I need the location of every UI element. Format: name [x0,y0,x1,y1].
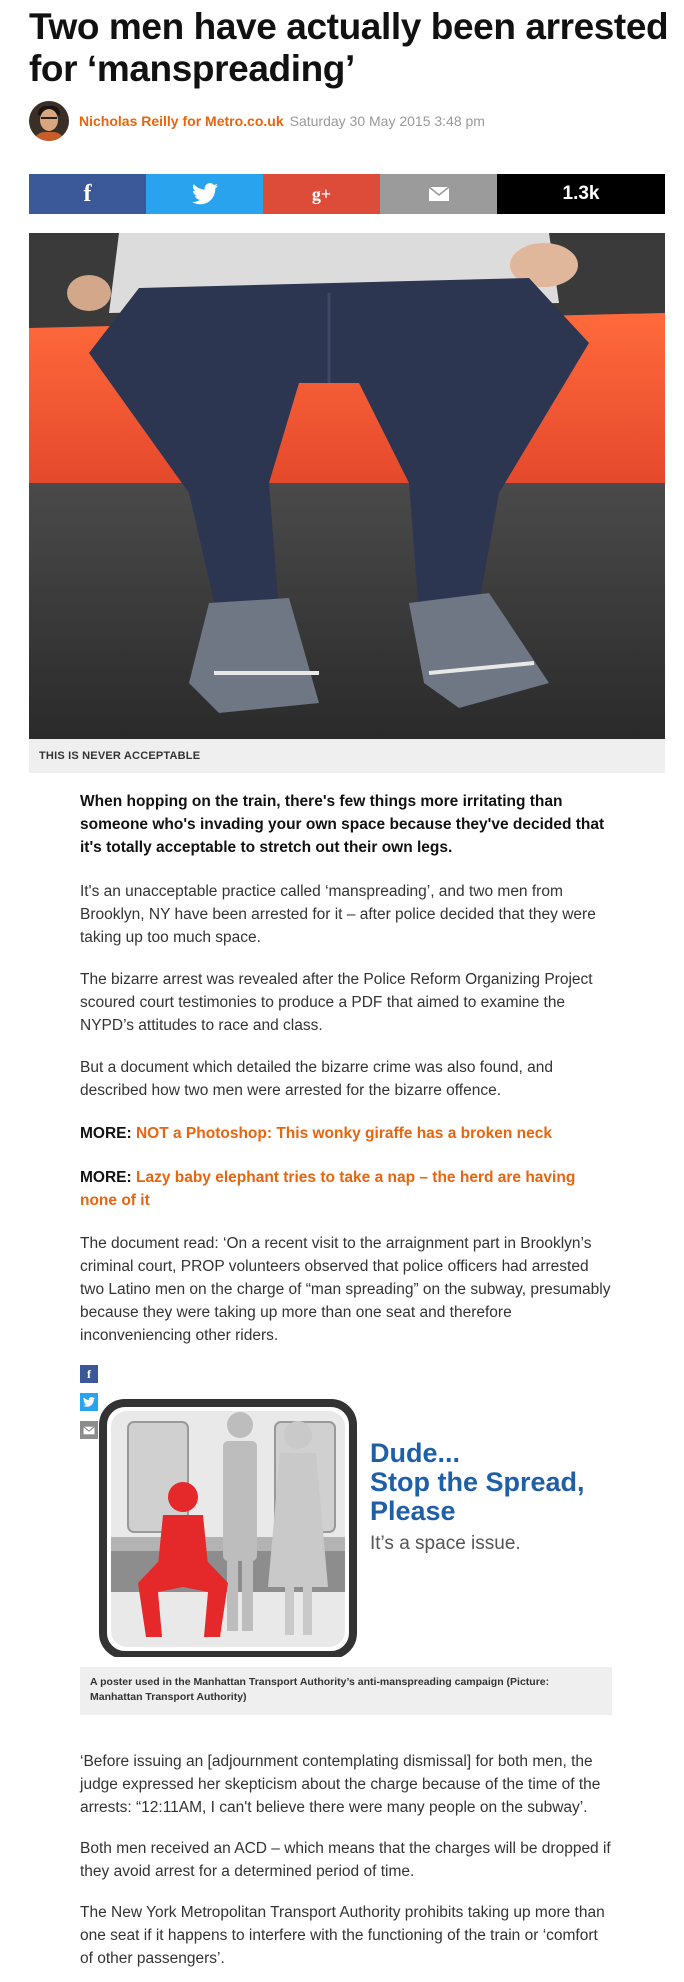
publish-date: Saturday 30 May 2015 3:48 pm [289,113,485,129]
article-headline: Two men have actually been arrested for ‘manspreading’ [29,6,669,89]
more-link-text[interactable]: NOT a Photoshop: This wonky giraffe has a broken neck [135,1125,552,1142]
poster-headline-1: Dude... [370,1438,461,1468]
poster-subline: It’s a space issue. [370,1533,521,1554]
twitter-share-button[interactable] [146,174,263,214]
article-paragraph: Both men received an ACD – which means that the charges will be dropped if they avoid arrest for a determined period of time. [80,1840,611,1880]
poster-illustration [80,1387,612,1657]
byline [29,100,485,142]
author-avatar[interactable] [29,101,69,141]
facebook-share-button[interactable] [29,174,146,214]
email-share-button[interactable] [380,174,497,214]
author-link[interactable]: Nicholas Reilly for Metro.co.uk [79,113,284,129]
envelope-icon [428,186,450,202]
share-bar [29,174,665,214]
poster-caption: A poster used in the Manhattan Transport Authority’s anti-manspreading campaign (Picture: Manhattan Transport Authority) [80,1667,612,1715]
googleplus-share-button[interactable] [263,174,380,214]
googleplus-icon: g+ [311,183,332,204]
article-paragraph: But a document which detailed the bizarre crime was also found, and described how two men were arrested for the bizarre offence. [80,1059,554,1099]
facebook-icon: f [83,180,92,207]
figure-head [168,1482,198,1512]
article-paragraph: It's an unacceptable practice called ‘manspreading’, and two men from Brooklyn, NY have been arrested for it – after police decided that they were taking up too much space. [80,883,596,946]
article-paragraph: The document read: ‘On a recent visit to the arraignment part in Brooklyn’s criminal court, PROP volunteers observed that police officers had arrested two Latino men on the charge of “man spreading” on the subway, presumably because they were taking up more than one seat and therefore inconveniencing other riders. [80,1235,611,1344]
article-paragraph: The bizarre arrest was revealed after the Police Reform Organizing Project scoured court testimonies to produce a PDF that aimed to examine the NYPD’s attitudes to race and class. [80,971,593,1034]
hero-caption: THIS IS NEVER ACCEPTABLE [29,739,665,773]
article-lede: When hopping on the train, there's few things more irritating than someone who's invading your own space because they've decided that it's totally acceptable to stretch out their own legs. [80,793,605,856]
share-count: 1.3k [497,174,665,214]
hero-image [29,233,665,739]
article-paragraph: ‘Before issuing an [adjournment contemplating dismissal] for both men, the judge expressed her skepticism about the charge because of the time of the arrests: “12:11AM, I can't believe there were many people on the subway’. [80,1753,601,1816]
more-link-text[interactable]: Lazy baby elephant tries to take a nap – the herd are having none of it [80,1169,576,1209]
poster-image [80,1387,612,1657]
more-link-2[interactable]: MORE: Lazy baby elephant tries to take a nap – the herd are having none of it [80,1169,576,1209]
more-link-1[interactable]: MORE: NOT a Photoshop: This wonky giraffe has a broken neck [80,1125,552,1142]
article-paragraph: The New York Metropolitan Transport Authority prohibits taking up more than one seat if it happens to interfere with the functioning of the train or ‘comfort of other passengers’. [80,1904,605,1967]
poster-headline-3: Please [370,1496,456,1526]
poster-headline-2: Stop the Spread, [370,1467,585,1497]
facebook-icon[interactable]: f [80,1365,98,1383]
twitter-icon [192,183,218,205]
